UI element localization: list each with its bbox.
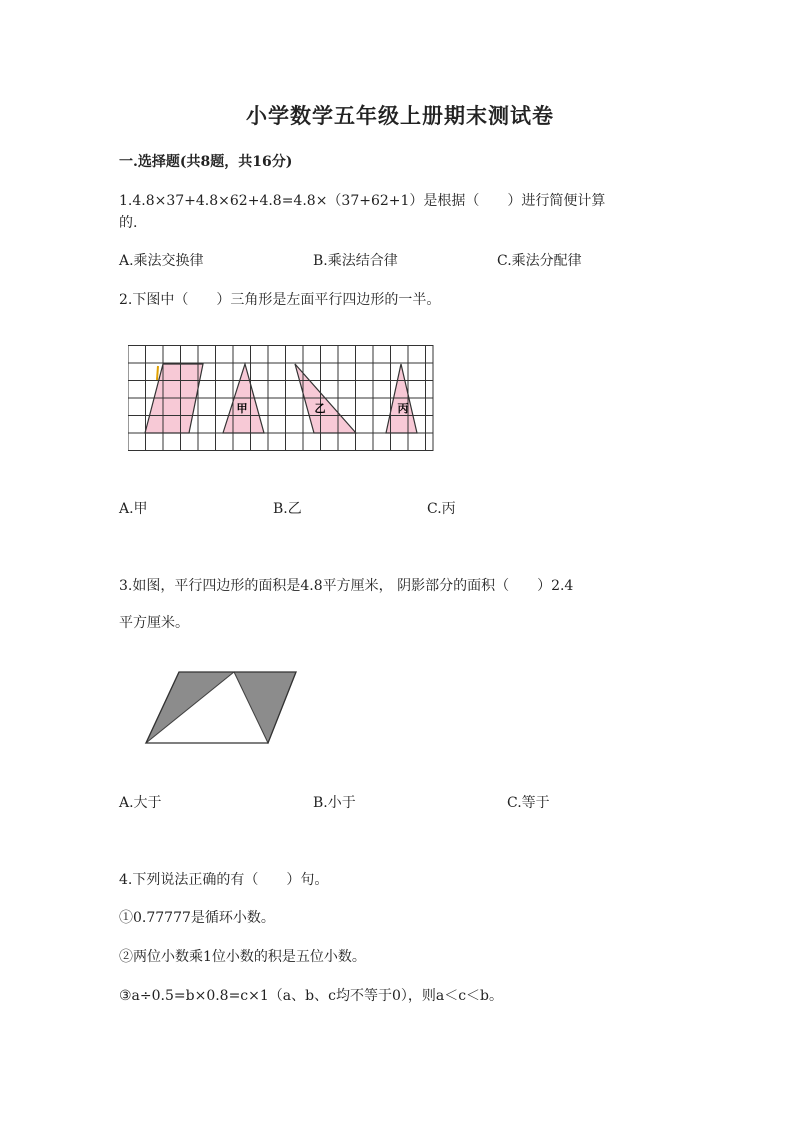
label-jia: 甲 (236, 402, 248, 415)
question-1-option-b[interactable]: B.乘法结合律 (313, 253, 398, 269)
question-1-line-2: 的. (119, 215, 138, 231)
question-2-option-a[interactable]: A.甲 (119, 501, 148, 517)
question-2-stem: 2.下图中（ ）三角形是左面平行四边形的一半。 (119, 292, 441, 308)
question-2-option-c[interactable]: C.丙 (427, 501, 456, 517)
question-2-option-b[interactable]: B.乙 (273, 501, 302, 517)
question-4-item-1: ①0.77777是循环小数。 (119, 910, 275, 926)
question-4-stem: 4.下列说法正确的有（ ）句。 (119, 872, 329, 888)
question-1-option-c[interactable]: C.乘法分配律 (497, 253, 582, 269)
question-3-option-a[interactable]: A.大于 (119, 795, 162, 811)
question-3-line-1: 3.如图，平行四边形的面积是4.8平方厘米， 阴影部分的面积（ ）2.4 (119, 578, 574, 594)
grid-lines (128, 345, 433, 451)
section-heading: 一.选择题(共8题，共16分) (119, 154, 293, 170)
question-4-item-2: ②两位小数乘1位小数的积是五位小数。 (119, 949, 366, 965)
question-3-option-c[interactable]: C.等于 (507, 795, 550, 811)
question-3-option-b[interactable]: B.小于 (313, 795, 356, 811)
page-title: 小学数学五年级上册期末测试卷 (246, 103, 554, 128)
label-yi: 乙 (314, 402, 326, 415)
question-3-line-2: 平方厘米。 (119, 615, 189, 631)
question-1-line-1: 1.4.8×37+4.8×62+4.8=4.8×（37+62+1）是根据（ ）进行简便计算 (119, 193, 606, 209)
question-2-grid-figure (128, 345, 434, 451)
question-3-parallelogram-figure (138, 662, 304, 748)
question-1-option-a[interactable]: A.乘法交换律 (119, 253, 204, 269)
label-bing: 丙 (397, 402, 409, 415)
question-4-item-3: ③a÷0.5=b×0.8=c×1（a、b、c均不等于0），则a＜c＜b。 (119, 988, 503, 1004)
